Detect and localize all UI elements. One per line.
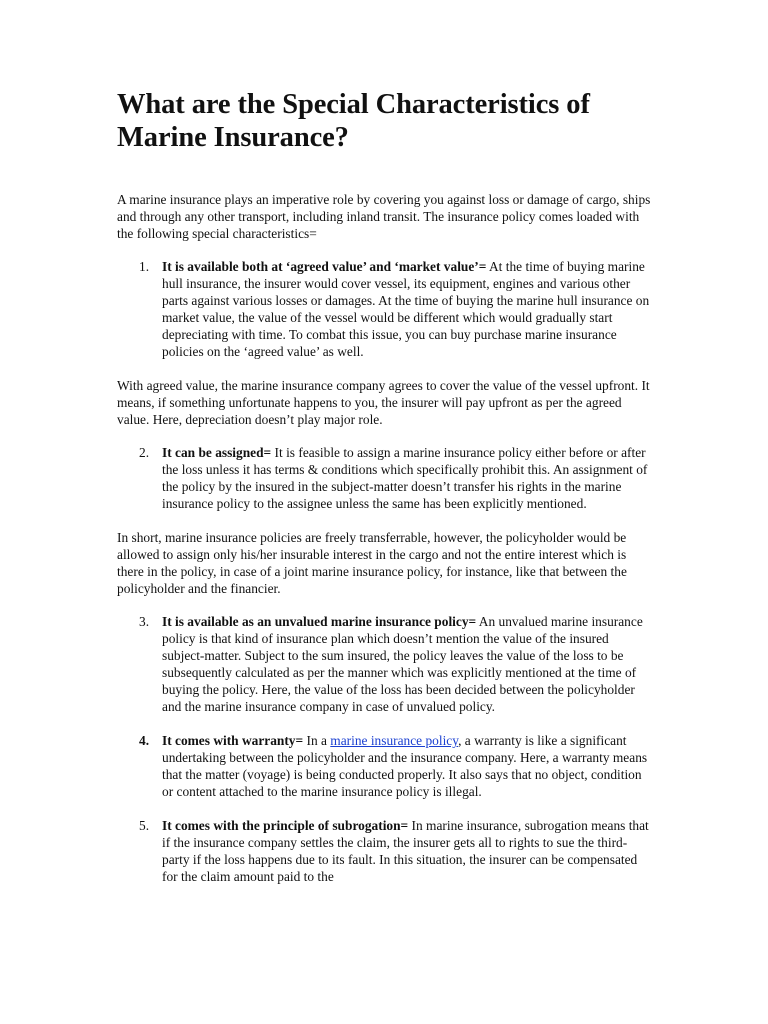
- list-number: 4.: [139, 733, 150, 748]
- page-title: What are the Special Characteristics of Marine Insurance?: [117, 89, 590, 153]
- list-item-text: At the time of buying marine hull insurance, the insurer would cover vessel, its equipment, engines and various other parts against various losses or damages. At the time of buying the marine hull insurance on market value, the value of the vessel would be different which would gradually start depreciating with time. To combat this issue, you can buy purchase marine insurance policies on the ‘agreed value’ as well.: [162, 259, 650, 359]
- list-item-2: [117, 444, 652, 512]
- list-item-5: [117, 817, 652, 885]
- list-number: 5.: [139, 818, 150, 833]
- marine-insurance-policy-link[interactable]: marine insurance policy: [330, 733, 459, 748]
- list-item-1: [117, 258, 652, 360]
- list-item-4: [117, 732, 652, 800]
- list-item-heading: It is available as an unvalued marine insurance policy=: [162, 614, 477, 629]
- list-item-text: An unvalued marine insurance policy is that kind of insurance plan which doesn’t mention the value of the insured subject-matter. Subject to the sum insured, the policy leaves the value of the loss to be subsequently calculated as per the manner which was explicitly mentioned at the time of buying the policy. Here, the value of the loss has been decided between the policyholder and the marine insurance company in case of unvalued policy.: [162, 614, 643, 714]
- list-item-3: [117, 613, 652, 715]
- list-number: 3.: [139, 614, 150, 629]
- list-item-heading: It can be assigned=: [162, 445, 272, 460]
- list-item-heading: It comes with warranty=: [162, 733, 304, 748]
- intro-paragraph: A marine insurance plays an imperative role by covering you against loss or damage of cargo, ships and through any other transport, including inland transit. The insurance policy comes loaded with the following special characteristics=: [117, 192, 651, 241]
- list-item-text: In a: [303, 733, 331, 748]
- list-item-heading: It is available both at ‘agreed value’ and ‘market value’=: [162, 259, 487, 274]
- list-item-text: In marine insurance, subrogation means that if the insurance company settles the claim, the insurer gets all to rights to sue the third-party if the loss happens due to its fault. In this situation, the insurer can be compensated for the claim amount paid to the: [162, 818, 649, 884]
- list-number: 2.: [139, 445, 150, 460]
- list-item-heading: It comes with the principle of subrogation=: [162, 818, 409, 833]
- document-page: [117, 88, 652, 902]
- list-item-text: It is feasible to assign a marine insurance policy either before or after the loss unless it has terms & conditions which specifically prohibit this. An assignment of the policy by the insured in the subject-matter doesn’t transfer his rights in the marine insurance policy to the assignee unless the same has been explicitly mentioned.: [162, 445, 648, 511]
- paragraph-agreed-value: With agreed value, the marine insurance company agrees to cover the value of the vessel upfront. It means, if something unfortunate happens to you, the insurer will pay upfront as per the agreed value. Here, depreciation doesn’t play major role.: [117, 378, 650, 427]
- paragraph-in-short: In short, marine insurance policies are freely transferrable, however, the policyholder would be allowed to assign only his/her insurable interest in the cargo and not the entire interest which is there in the policy, in case of a joint marine insurance policy, for instance, like that between the policyholder and the financier.: [117, 530, 627, 596]
- list-number: 1.: [139, 259, 150, 274]
- list-item-text: , a warranty is like a significant undertaking between the policyholder and the insurance company. Here, a warranty means that the matter (voyage) is being conducted properly. It also says that no object, condition or content attached to the marine insurance policy is illegal.: [162, 733, 648, 799]
